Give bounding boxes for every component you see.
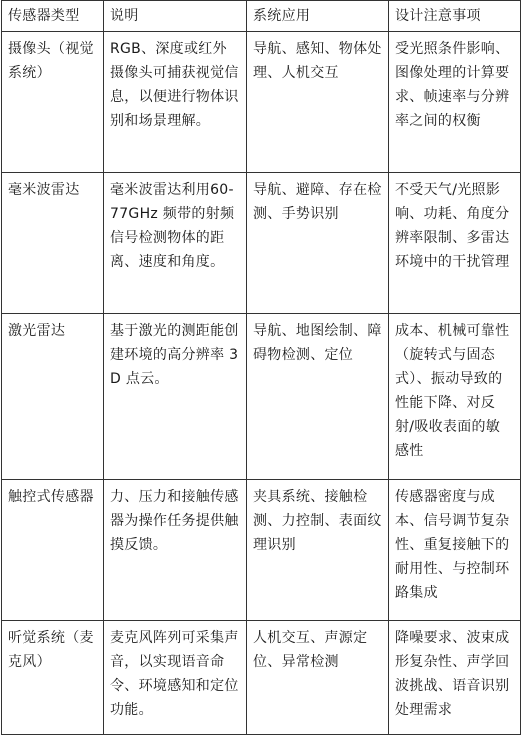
cell-description: 基于激光的测距能创建环境的高分辨率 3D 点云。 (104, 314, 247, 480)
header-sensor-type: 传感器类型 (2, 1, 104, 32)
cell-description: 毫米波雷达利用60-77GHz 频带的射频信号检测物体的距离、速度和角度。 (104, 173, 247, 314)
cell-sensor-type: 听觉系统（麦克风） (2, 621, 104, 735)
table-row (2, 480, 521, 621)
cell-system-application: 夹具系统、接触检测、力控制、表面纹理识别 (247, 480, 389, 621)
cell-system-application: 导航、感知、物体处理、人机交互 (247, 32, 389, 173)
cell-sensor-type: 摄像头（视觉系统） (2, 32, 104, 173)
cell-description: RGB、深度或红外摄像头可捕获视觉信息，以便进行物体识别和场景理解。 (104, 32, 247, 173)
cell-description: 力、压力和接触传感器为操作任务提供触摸反馈。 (104, 480, 247, 621)
table-row (2, 32, 521, 173)
header-design-considerations: 设计注意事项 (389, 1, 521, 32)
header-system-application: 系统应用 (247, 1, 389, 32)
cell-sensor-type: 触控式传感器 (2, 480, 104, 621)
cell-design-considerations: 不受天气/光照影响、功耗、角度分辨率限制、多雷达环境中的干扰管理 (389, 173, 521, 314)
cell-sensor-type: 激光雷达 (2, 314, 104, 480)
table-row (2, 621, 521, 735)
cell-design-considerations: 成本、机械可靠性（旋转式与固态式）、振动导致的性能下降、对反射/吸收表面的敏感性 (389, 314, 521, 480)
sensor-comparison-table (1, 0, 521, 735)
table-row (2, 173, 521, 314)
cell-description: 麦克风阵列可采集声音，以实现语音命令、环境感知和定位功能。 (104, 621, 247, 735)
cell-system-application: 导航、地图绘制、障碍物检测、定位 (247, 314, 389, 480)
cell-design-considerations: 传感器密度与成本、信号调节复杂性、重复接触下的耐用性、与控制环路集成 (389, 480, 521, 621)
cell-design-considerations: 降噪要求、波束成形复杂性、声学回波挑战、语音识别处理需求 (389, 621, 521, 735)
header-description: 说明 (104, 1, 247, 32)
cell-design-considerations: 受光照条件影响、图像处理的计算要求、帧速率与分辨率之间的权衡 (389, 32, 521, 173)
cell-system-application: 人机交互、声源定位、异常检测 (247, 621, 389, 735)
table-row (2, 314, 521, 480)
cell-sensor-type: 毫米波雷达 (2, 173, 104, 314)
cell-system-application: 导航、避障、存在检测、手势识别 (247, 173, 389, 314)
table-header-row (2, 1, 521, 32)
